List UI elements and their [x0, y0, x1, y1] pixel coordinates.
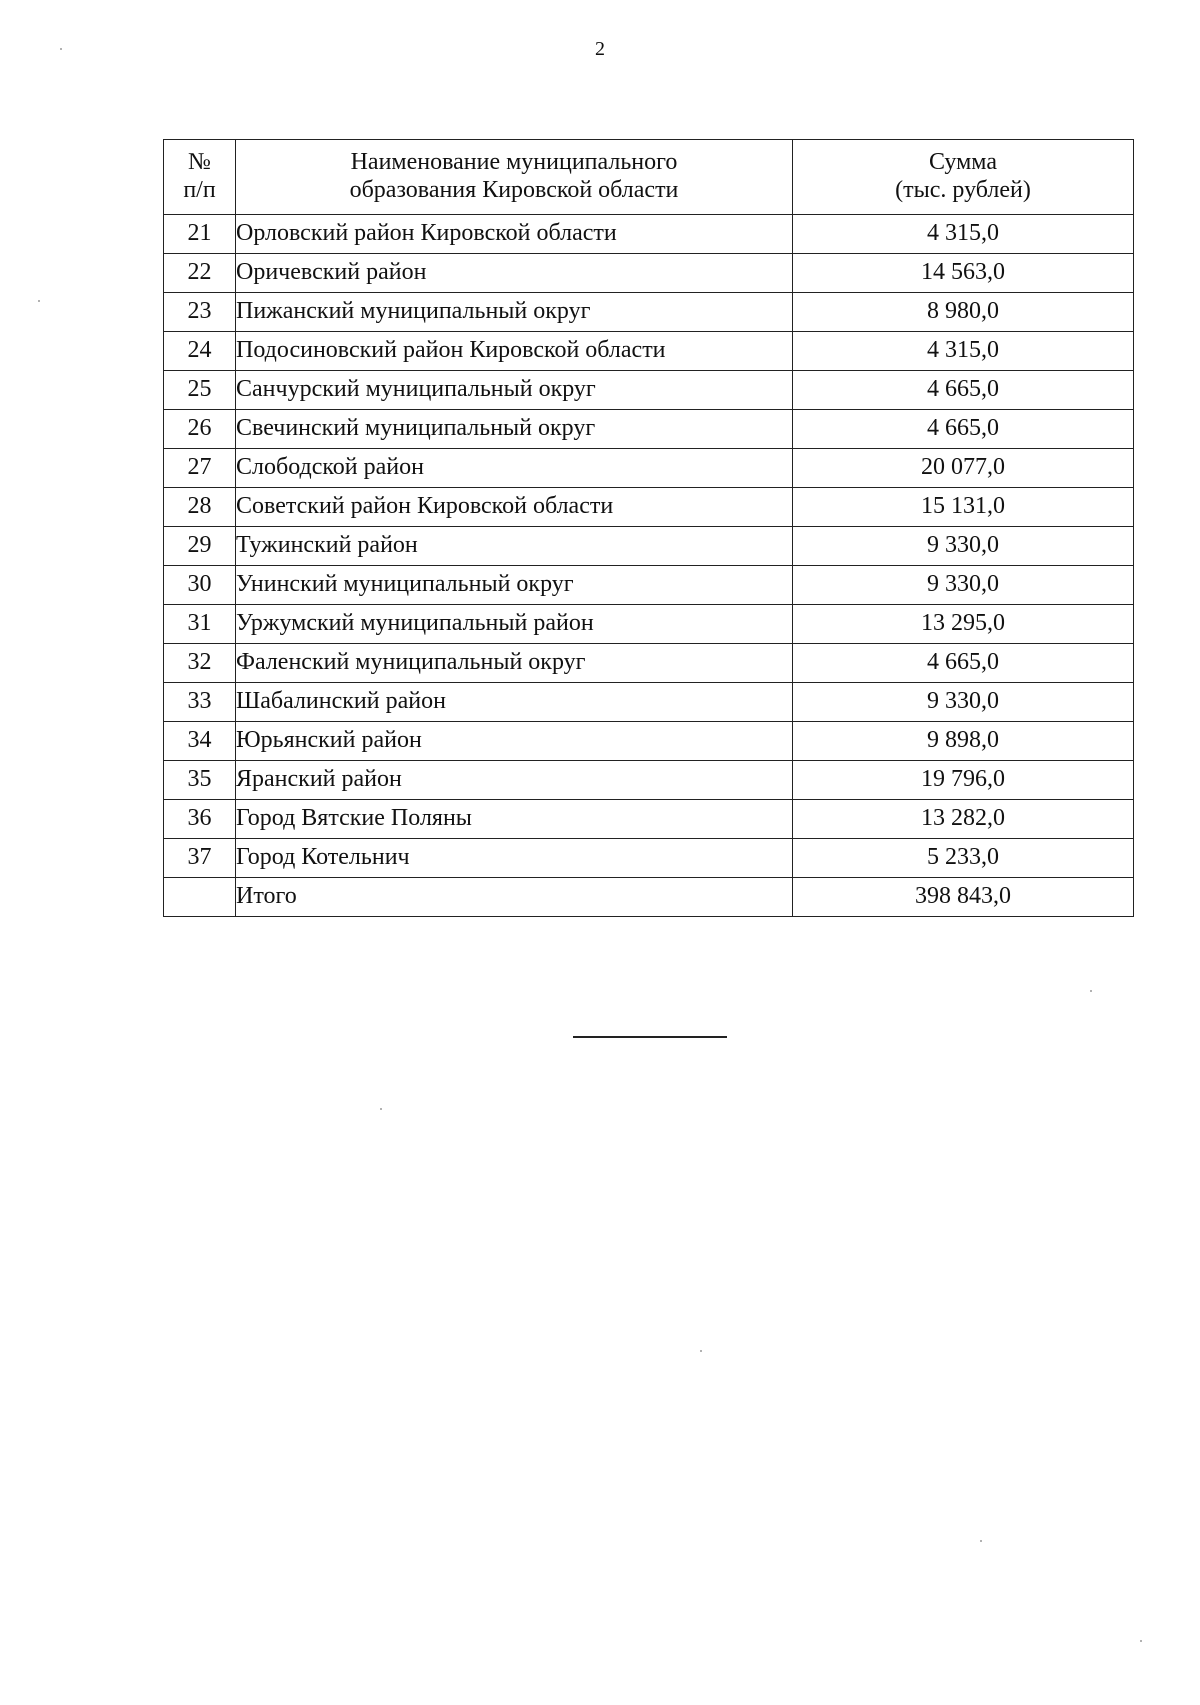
end-of-document-rule	[573, 1036, 727, 1038]
table-row	[164, 332, 1134, 371]
row-sum: 20 077,0	[793, 449, 1134, 488]
row-sum: 9 330,0	[793, 683, 1134, 722]
row-sum: 4 315,0	[793, 215, 1134, 254]
row-municipality: Пижанский муниципальный округ	[236, 293, 793, 332]
total-label: Итого	[236, 878, 793, 917]
table-row	[164, 254, 1134, 293]
row-number: 36	[164, 800, 236, 839]
row-number: 35	[164, 761, 236, 800]
header-municipality-line1: Наименование муниципального	[350, 149, 678, 176]
row-municipality: Шабалинский район	[236, 683, 793, 722]
table-row	[164, 293, 1134, 332]
scan-speck	[38, 300, 40, 302]
row-number: 21	[164, 215, 236, 254]
table-row	[164, 371, 1134, 410]
row-number: 22	[164, 254, 236, 293]
table-body	[164, 215, 1134, 917]
table-row	[164, 488, 1134, 527]
row-sum: 9 898,0	[793, 722, 1134, 761]
row-number: 28	[164, 488, 236, 527]
table-row	[164, 410, 1134, 449]
header-sum-line1: Сумма	[929, 149, 997, 176]
total-sum: 398 843,0	[793, 878, 1134, 917]
row-municipality: Орловский район Кировской области	[236, 215, 793, 254]
header-sum	[793, 140, 1134, 215]
table-row	[164, 527, 1134, 566]
row-sum: 13 295,0	[793, 605, 1134, 644]
header-municipality	[236, 140, 793, 215]
row-municipality: Фаленский муниципальный округ	[236, 644, 793, 683]
row-municipality: Тужинский район	[236, 527, 793, 566]
scan-speck	[980, 1540, 982, 1542]
row-sum: 9 330,0	[793, 566, 1134, 605]
scan-speck	[60, 48, 62, 50]
row-municipality: Подосиновский район Кировской области	[236, 332, 793, 371]
row-number: 27	[164, 449, 236, 488]
row-sum: 19 796,0	[793, 761, 1134, 800]
table-row	[164, 449, 1134, 488]
row-municipality: Свечинский муниципальный округ	[236, 410, 793, 449]
scan-speck	[1140, 1640, 1142, 1642]
table-row	[164, 215, 1134, 254]
table-row	[164, 566, 1134, 605]
table-header	[164, 140, 1134, 215]
table-row	[164, 761, 1134, 800]
row-municipality: Унинский муниципальный округ	[236, 566, 793, 605]
table-row	[164, 605, 1134, 644]
row-number: 29	[164, 527, 236, 566]
row-number: 30	[164, 566, 236, 605]
row-municipality: Юрьянский район	[236, 722, 793, 761]
row-sum: 15 131,0	[793, 488, 1134, 527]
row-number: 26	[164, 410, 236, 449]
row-number: 37	[164, 839, 236, 878]
row-number: 32	[164, 644, 236, 683]
row-municipality: Город Вятские Поляны	[236, 800, 793, 839]
table-row	[164, 722, 1134, 761]
header-number-line1: №	[188, 149, 211, 176]
table-row	[164, 839, 1134, 878]
municipal-allocation-table	[163, 139, 1134, 917]
row-municipality: Советский район Кировской области	[236, 488, 793, 527]
row-sum: 14 563,0	[793, 254, 1134, 293]
row-sum: 4 665,0	[793, 410, 1134, 449]
row-municipality: Санчурский муниципальный округ	[236, 371, 793, 410]
row-municipality: Яранский район	[236, 761, 793, 800]
row-municipality: Город Котельнич	[236, 839, 793, 878]
table-row	[164, 644, 1134, 683]
row-number: 33	[164, 683, 236, 722]
row-number: 24	[164, 332, 236, 371]
total-number	[164, 878, 236, 917]
row-number: 25	[164, 371, 236, 410]
row-municipality: Оричевский район	[236, 254, 793, 293]
header-sum-line2: (тыс. рублей)	[895, 177, 1031, 203]
scan-speck	[700, 1350, 702, 1352]
table-row	[164, 683, 1134, 722]
row-sum: 5 233,0	[793, 839, 1134, 878]
row-sum: 4 315,0	[793, 332, 1134, 371]
row-sum: 13 282,0	[793, 800, 1134, 839]
header-municipality-line2: образования Кировской области	[349, 177, 679, 203]
row-sum: 4 665,0	[793, 644, 1134, 683]
header-number-line2: п/п	[183, 177, 216, 203]
page-number: 2	[595, 38, 605, 60]
row-municipality: Уржумский муниципальный район	[236, 605, 793, 644]
row-number: 34	[164, 722, 236, 761]
table-row	[164, 800, 1134, 839]
scan-speck	[380, 1108, 382, 1110]
row-municipality: Слободской район	[236, 449, 793, 488]
row-sum: 4 665,0	[793, 371, 1134, 410]
row-number: 31	[164, 605, 236, 644]
header-row	[164, 140, 1134, 215]
row-sum: 8 980,0	[793, 293, 1134, 332]
header-number	[164, 140, 236, 215]
total-row	[164, 878, 1134, 917]
row-number: 23	[164, 293, 236, 332]
scan-speck	[1090, 990, 1092, 992]
row-sum: 9 330,0	[793, 527, 1134, 566]
